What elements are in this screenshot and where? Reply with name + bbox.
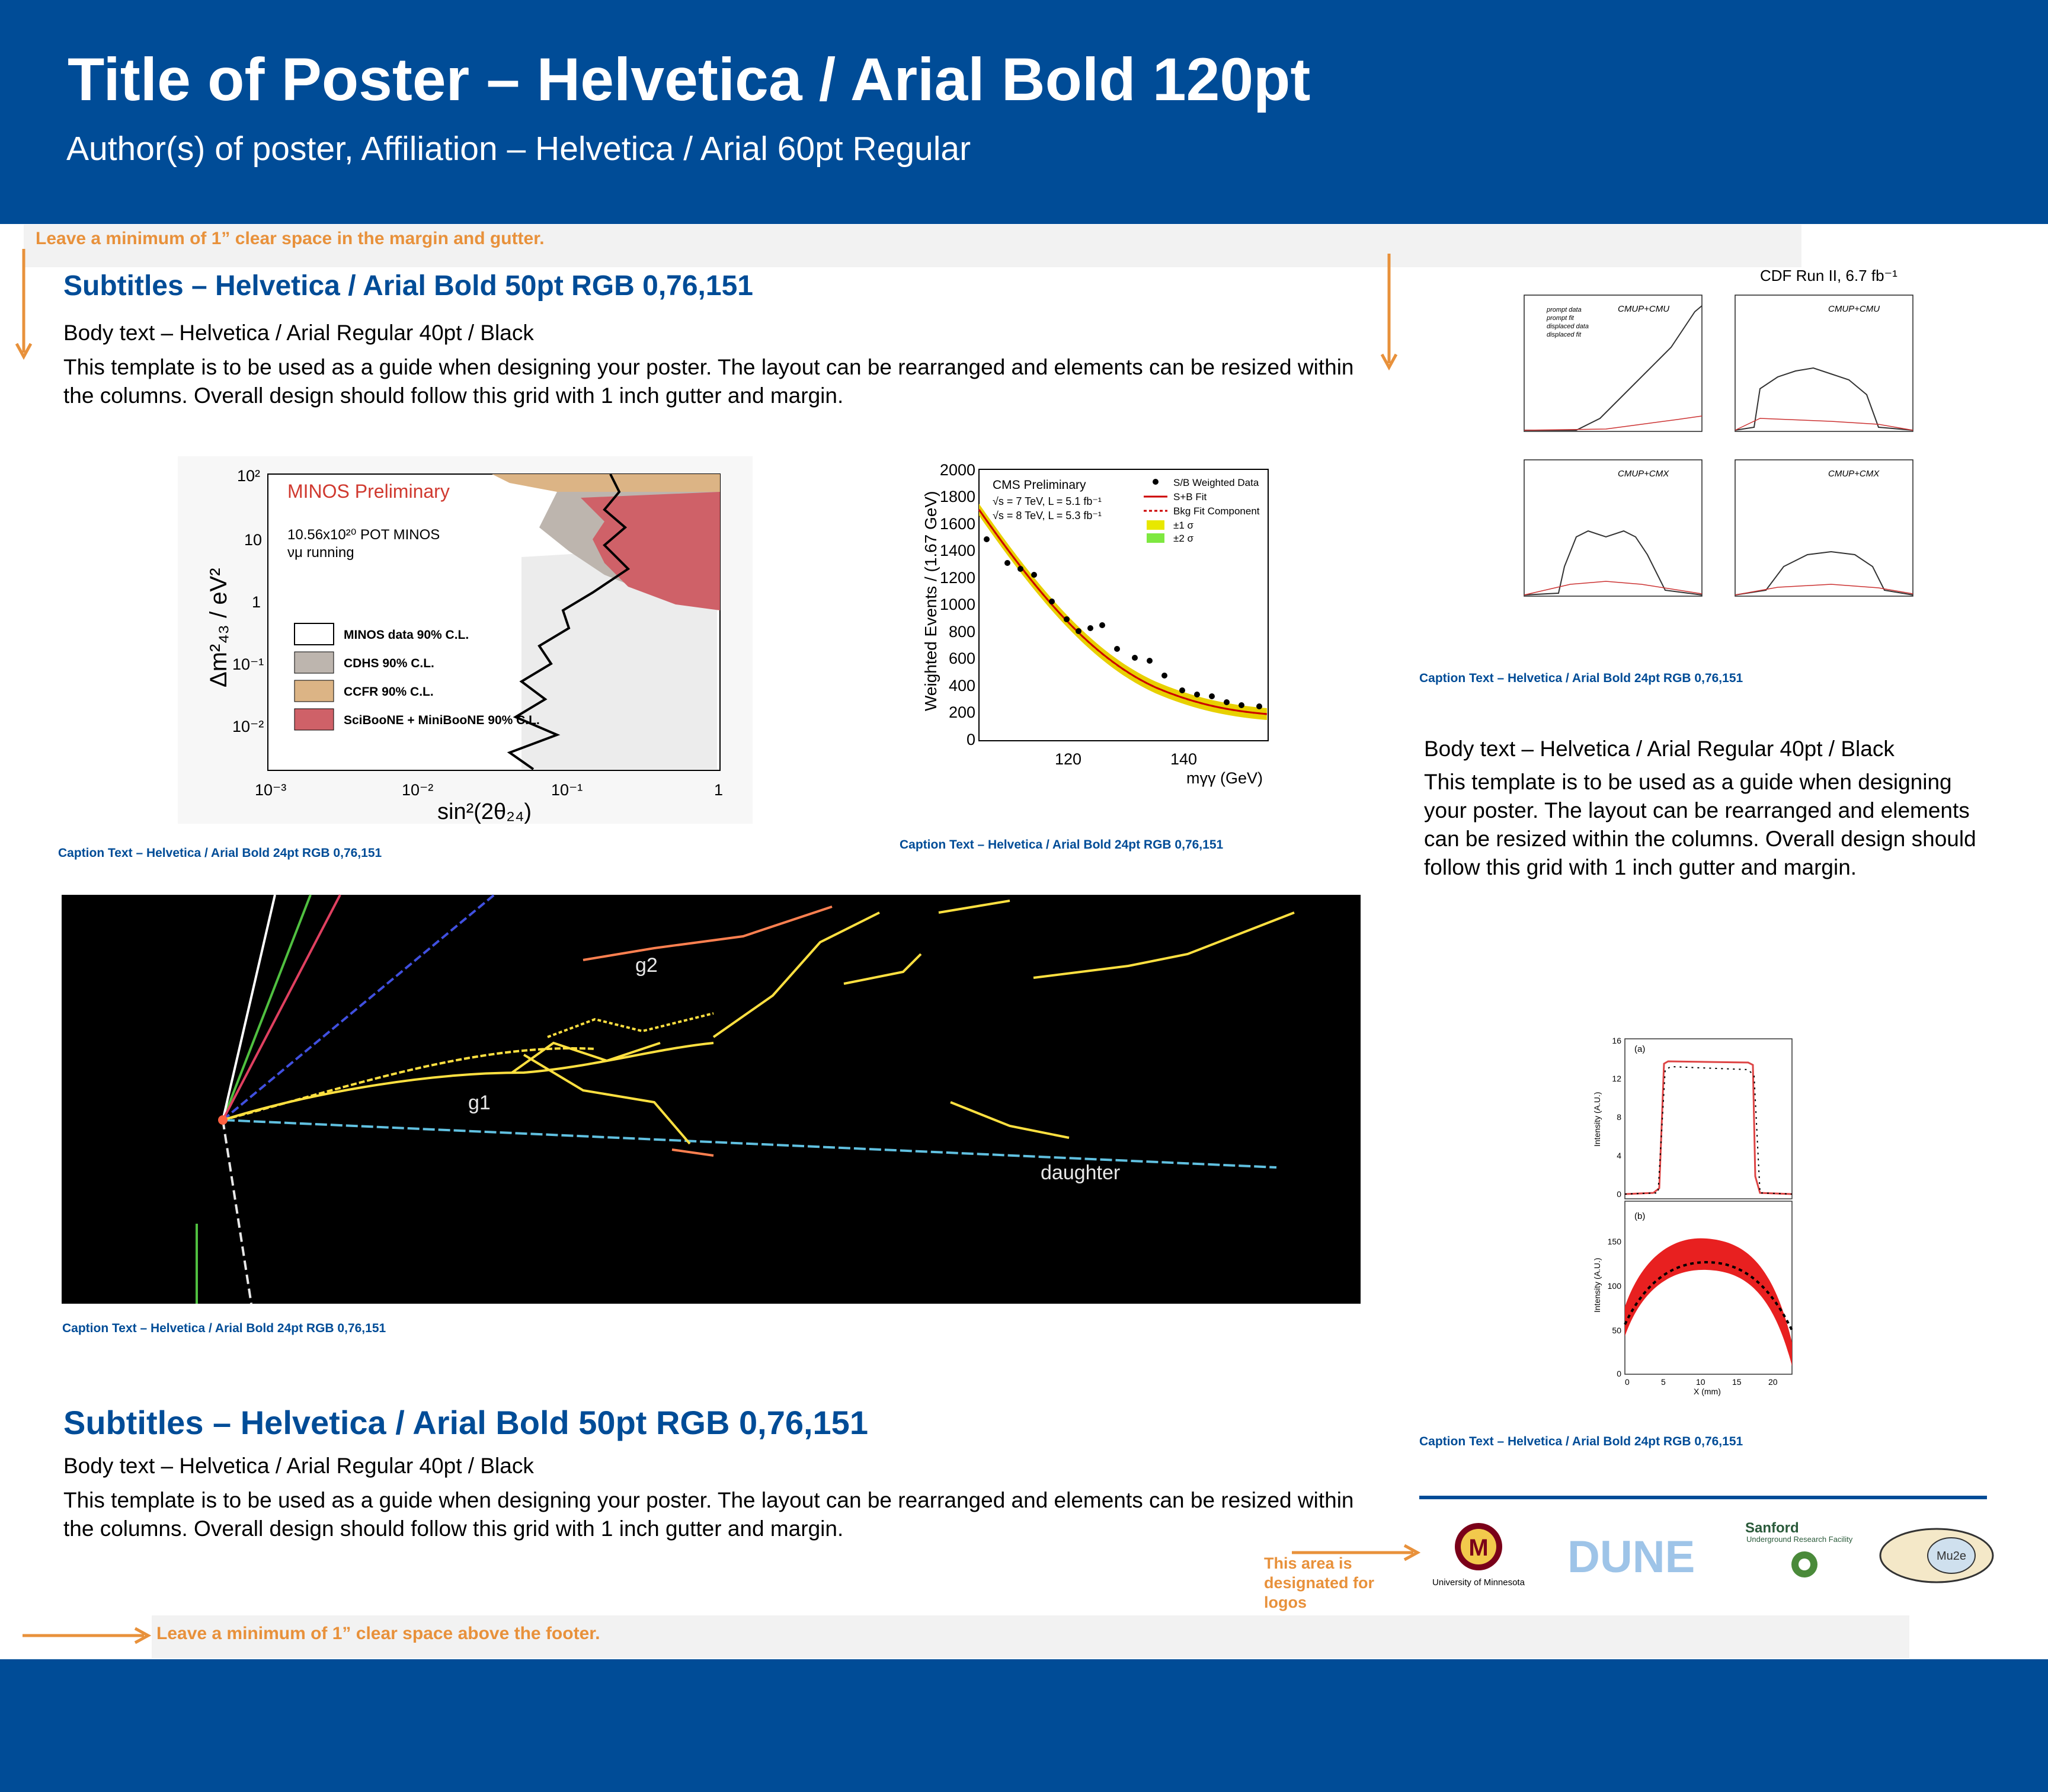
event-label-daughter: daughter	[1041, 1161, 1121, 1184]
cms-ytick-7: 600	[948, 649, 975, 667]
mu2e-logo-text: Mu2e	[1936, 1550, 1967, 1563]
intensity-ytick-b-0: 150	[1607, 1237, 1621, 1246]
event-caption: Caption Text – Helvetica / Arial Bold 24pt RGB 0,76,151	[62, 1321, 386, 1335]
cdf-legend-3: displaced fit	[1547, 331, 1582, 338]
cms-ytick-10: 0	[966, 731, 975, 748]
cdf-panel-3: CMUP+CMX	[1828, 469, 1880, 479]
logo-note: This area is designated for logos	[1264, 1554, 1375, 1611]
sanford-logo-sub: Underground Research Facility	[1746, 1535, 1853, 1544]
intensity-xtick-1: 5	[1661, 1377, 1666, 1387]
cms-xtick-1: 140	[1170, 750, 1198, 768]
event-label-g1: g1	[468, 1092, 491, 1114]
cms-legend-3: ±1 σ	[1173, 520, 1193, 531]
cdf-panel-1: CMUP+CMU	[1828, 304, 1880, 314]
cms-ylabel: Weighted Events / (1.67 GeV)	[921, 491, 940, 711]
cms-legend-2: Bkg Fit Component	[1173, 505, 1260, 517]
minos-ytick-0: 10²	[237, 467, 261, 485]
minos-ytick-2: 1	[252, 593, 261, 611]
sanford-logo	[1745, 1517, 1853, 1588]
intensity-caption: Caption Text – Helvetica / Arial Bold 24pt RGB 0,76,151	[1419, 1435, 1743, 1448]
intensity-ytick-b-3: 0	[1617, 1369, 1621, 1378]
intensity-ytick-a-0: 16	[1612, 1036, 1621, 1045]
footer-arrow	[23, 1624, 153, 1647]
cdf-figure	[1499, 258, 1918, 614]
minos-legend-1: CDHS 90% C.L.	[344, 657, 434, 670]
minos-ylabel: Δm²₄₃ / eV²	[206, 568, 232, 687]
minos-ytick-4: 10⁻²	[232, 718, 264, 735]
intensity-ytick-a-2: 8	[1617, 1112, 1621, 1122]
intensity-ylabel-a: Intensity (A.U.)	[1592, 1092, 1602, 1147]
cms-label: CMS Preliminary	[993, 478, 1086, 492]
intensity-xtick-0: 0	[1625, 1377, 1630, 1387]
cms-xtick-0: 120	[1055, 750, 1082, 768]
minos-xlabel: sin²(2θ₂₄)	[437, 799, 532, 824]
intensity-xtick-4: 20	[1768, 1377, 1778, 1387]
section1-subtitle: Subtitles – Helvetica / Arial Bold 50pt RGB 0,76,151	[63, 270, 753, 302]
cms-caption: Caption Text – Helvetica / Arial Bold 24pt RGB 0,76,151	[900, 838, 1224, 852]
intensity-ytick-a-1: 12	[1612, 1074, 1621, 1083]
dune-logo-text: DUNE	[1567, 1532, 1695, 1582]
intensity-xtick-2: 10	[1696, 1377, 1705, 1387]
minos-label: MINOS Preliminary	[287, 481, 450, 502]
footer-note: Leave a minimum of 1” clear space above the footer.	[156, 1624, 600, 1643]
gutter-arrow	[1377, 254, 1401, 372]
minos-ytick-1: 10	[244, 531, 263, 549]
cms-figure	[919, 462, 1274, 794]
margin-arrow-left	[12, 249, 36, 361]
cms-ytick-4: 1200	[939, 569, 975, 587]
footer-band	[0, 1659, 2048, 1792]
intensity-ytick-b-1: 100	[1607, 1281, 1621, 1291]
cms-line2: √s = 8 TeV, L = 5.3 fb⁻¹	[993, 510, 1102, 521]
minos-ytick-3: 10⁻¹	[232, 655, 264, 673]
section2-body: This template is to be used as a guide when designing your poster. The layout can be rearranged and elements can be resized within the columns. Overall design should follow this grid with 1 inch gutter and margin.	[63, 1488, 1354, 1541]
cms-xlabel: mγγ (GeV)	[1186, 769, 1263, 787]
minos-xtick-0: 10⁻³	[255, 781, 287, 799]
margin-note: Leave a minimum of 1” clear space in the margin and gutter.	[36, 229, 545, 248]
cms-ytick-5: 1000	[939, 596, 975, 613]
minos-xtick-1: 10⁻²	[402, 781, 434, 799]
cms-line1: √s = 7 TeV, L = 5.1 fb⁻¹	[993, 495, 1102, 507]
intensity-xtick-3: 15	[1732, 1377, 1742, 1387]
intensity-ylabel-b: Intensity (A.U.)	[1592, 1257, 1602, 1313]
sanford-logo-title: Sanford	[1745, 1520, 1799, 1536]
minos-legend-3: SciBooNE + MiniBooNE 90% C.L.	[344, 713, 540, 727]
dune-logo	[1567, 1532, 1695, 1582]
umn-logo	[1419, 1520, 1544, 1591]
cdf-panel-2: CMUP+CMX	[1618, 469, 1669, 479]
right-body: This template is to be used as a guide when designing your poster. The layout can be rearranged and elements can be resized within the columns. Overall design should follow this grid with 1 inch gutter and margin.	[1424, 770, 1976, 879]
event-display	[62, 895, 1361, 1304]
cdf-legend-2: displaced data	[1547, 323, 1589, 330]
cdf-panel-0: CMUP+CMU	[1618, 304, 1670, 314]
cdf-caption: Caption Text – Helvetica / Arial Bold 24pt RGB 0,76,151	[1419, 671, 1743, 685]
intensity-ytick-b-2: 50	[1612, 1326, 1621, 1335]
poster-authors: Author(s) of poster, Affiliation – Helvetica / Arial 60pt Regular	[66, 130, 971, 168]
event-label-g2: g2	[635, 954, 658, 977]
svg-text:M: M	[1468, 1535, 1489, 1561]
right-body-heading: Body text – Helvetica / Arial Regular 40pt / Black	[1424, 737, 1895, 761]
intensity-ytick-a-4: 0	[1617, 1189, 1621, 1199]
intensity-figure	[1588, 1034, 1801, 1396]
poster-title: Title of Poster – Helvetica / Arial Bold 120pt	[68, 46, 1311, 113]
intensity-ytick-a-3: 4	[1617, 1151, 1621, 1160]
cms-ytick-0: 2000	[939, 461, 975, 479]
cms-ytick-2: 1600	[939, 515, 975, 533]
cdf-legend-0: prompt data	[1547, 306, 1582, 313]
minos-legend-0: MINOS data 90% C.L.	[344, 628, 469, 642]
umn-logo-text: University of Minnesota	[1432, 1577, 1525, 1588]
section1-body: This template is to be used as a guide when designing your poster. The layout can be rearranged and elements can be resized within the columns. Overall design should follow this grid with 1 inch gutter and margin.	[63, 355, 1354, 408]
cms-ytick-1: 1800	[939, 488, 975, 505]
cms-legend-4: ±2 σ	[1173, 533, 1193, 544]
minos-pot: 10.56x10²⁰ POT MINOS	[287, 527, 440, 543]
logo-arrow	[1292, 1541, 1422, 1564]
minos-xtick-3: 1	[714, 781, 724, 799]
section2-body-heading: Body text – Helvetica / Arial Regular 40pt / Black	[63, 1454, 534, 1478]
cms-ytick-3: 1400	[939, 542, 975, 559]
cms-legend-0: S/B Weighted Data	[1173, 477, 1259, 488]
section2-subtitle: Subtitles – Helvetica / Arial Bold 50pt RGB 0,76,151	[63, 1404, 868, 1441]
cdf-legend-1: prompt fit	[1547, 315, 1574, 322]
minos-figure	[178, 456, 753, 824]
cdf-title: CDF Run II, 6.7 fb⁻¹	[1760, 267, 1897, 284]
minos-caption: Caption Text – Helvetica / Arial Bold 24pt RGB 0,76,151	[58, 846, 382, 860]
logo-divider	[1419, 1496, 1987, 1499]
mu2e-logo	[1877, 1523, 1996, 1588]
minos-xtick-2: 10⁻¹	[551, 781, 583, 799]
cms-ytick-6: 800	[948, 623, 975, 641]
section1-body-heading: Body text – Helvetica / Arial Regular 40pt / Black	[63, 321, 534, 345]
cms-ytick-8: 400	[948, 677, 975, 695]
minos-running: νμ running	[287, 545, 354, 561]
intensity-xlabel: X (mm)	[1694, 1387, 1721, 1396]
intensity-panel-a: (a)	[1634, 1044, 1646, 1054]
intensity-panel-b: (b)	[1634, 1211, 1646, 1221]
cms-legend-1: S+B Fit	[1173, 491, 1207, 503]
cms-ytick-9: 200	[948, 703, 975, 721]
minos-legend-2: CCFR 90% C.L.	[344, 685, 434, 699]
